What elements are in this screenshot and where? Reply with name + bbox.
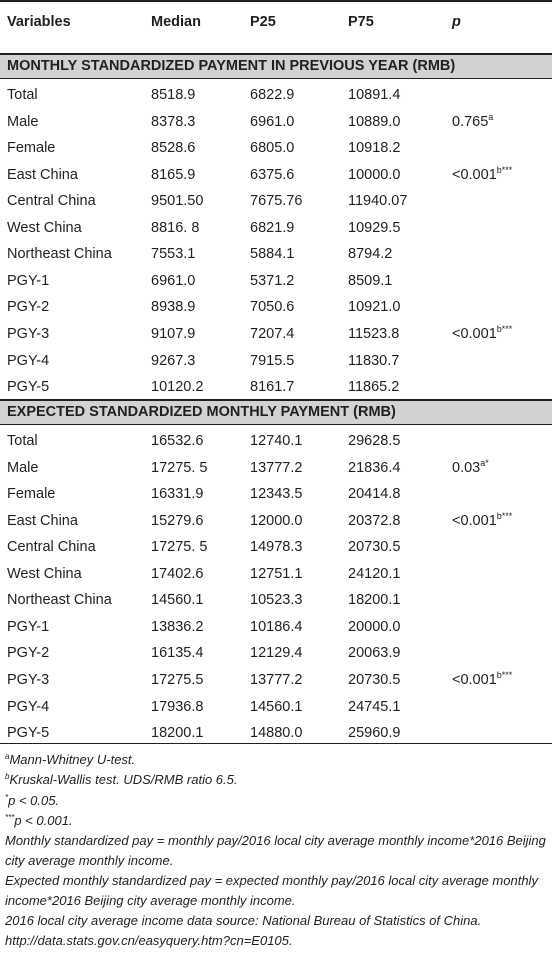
cell-p75: 20730.5: [348, 539, 401, 556]
table-row: [0, 241, 552, 267]
cell-p-value: $0.03^{a*}$: [452, 457, 489, 476]
cell-variable: PGY-2: [7, 645, 50, 662]
cell-p-value: $<0.001^{b***}$: [452, 323, 513, 342]
cell-p25: 7915.5: [250, 352, 295, 369]
cell-p75: 25960.9: [348, 725, 401, 742]
table-row: [0, 374, 552, 400]
cell-p75: 10889.0: [348, 113, 401, 130]
table-row: [0, 188, 552, 214]
footnote-text: Kruskal-Wallis test. UDS/RMB ratio 6.5.: [9, 772, 238, 787]
cell-variable: PGY-5: [7, 379, 50, 396]
cell-median: 17936.8: [151, 698, 204, 715]
cell-variable: Male: [7, 113, 39, 130]
cell-variable: West China: [7, 565, 82, 582]
cell-p25: 13777.2: [250, 671, 303, 688]
cell-median: 8816. 8: [151, 219, 200, 236]
cell-variable: Total: [7, 433, 38, 449]
p-value-superscript: b***: [496, 510, 513, 521]
table-bottom-rule: [0, 743, 552, 744]
table-row: [0, 508, 552, 534]
cell-p-value: $<0.001^{b***}$: [452, 164, 513, 183]
header-median: Median: [151, 14, 201, 30]
cell-p75: 29628.5: [348, 433, 401, 449]
cell-p75: 10921.0: [348, 299, 401, 316]
cell-p-value: $<0.001^{b***}$: [452, 669, 513, 688]
table-row: [0, 455, 552, 481]
section-header: [0, 53, 552, 79]
table-row: [0, 215, 552, 241]
table-row: [0, 694, 552, 720]
table-row: [0, 109, 552, 135]
cell-variable: Central China: [7, 539, 96, 556]
cell-median: 16532.6: [151, 433, 204, 449]
cell-median: 10120.2: [151, 379, 204, 396]
footnote-text: 2016 local city average income data source: National Bureau of Statistics of China. http://data.stats.gov.cn/easyquery.htm?cn=E0105.: [5, 913, 482, 948]
cell-p25: 12343.5: [250, 486, 303, 503]
cell-p75: 20414.8: [348, 486, 401, 503]
cell-p75: 8509.1: [348, 272, 393, 289]
cell-p25: 6822.9: [250, 87, 295, 103]
table-header-row: [0, 9, 552, 35]
cell-p75: 24120.1: [348, 565, 401, 582]
cell-variable: PGY-1: [7, 618, 50, 635]
cell-variable: Central China: [7, 193, 96, 210]
cell-variable: Total: [7, 87, 38, 103]
cell-median: 16331.9: [151, 486, 204, 503]
p-value-superscript: a*: [480, 457, 489, 468]
cell-p25: 14978.3: [250, 539, 303, 556]
cell-p25: 14880.0: [250, 725, 303, 742]
section-header: [0, 399, 552, 425]
cell-median: 8518.9: [151, 87, 196, 103]
header-variables: Variables: [7, 14, 71, 30]
cell-p75: 10929.5: [348, 219, 401, 236]
footnote: [5, 770, 553, 790]
footnote-marker: a: [5, 752, 10, 761]
cell-variable: West China: [7, 219, 82, 236]
cell-p75: 20000.0: [348, 618, 401, 635]
table-row: [0, 268, 552, 294]
table-row: [0, 587, 552, 613]
cell-median: 18200.1: [151, 725, 204, 742]
cell-variable: Male: [7, 459, 39, 476]
cell-median: 6961.0: [151, 272, 196, 289]
cell-median: 8165.9: [151, 166, 196, 183]
table-row: [0, 321, 552, 347]
footnote-text: Expected monthly standardized pay = expected monthly pay/2016 local city average monthly income*2016 Beijing city average monthly income.: [5, 873, 538, 908]
footnote: [5, 831, 553, 871]
cell-p75: 20372.8: [348, 512, 401, 529]
cell-variable: PGY-3: [7, 325, 50, 342]
table-top-rule: [0, 0, 552, 2]
cell-median: 9107.9: [151, 325, 196, 342]
header-p: p: [452, 14, 461, 30]
cell-median: 17275. 5: [151, 459, 208, 476]
footnote: [5, 811, 553, 831]
cell-p25: 10186.4: [250, 618, 303, 635]
cell-variable: PGY-2: [7, 299, 50, 316]
cell-variable: PGY-1: [7, 272, 50, 289]
p-value-superscript: b***: [496, 164, 513, 175]
footnote-marker: *: [5, 793, 9, 802]
table-row: [0, 82, 552, 108]
footnote-text: p < 0.001.: [14, 813, 73, 828]
footnote-marker: ***: [5, 813, 15, 822]
cell-p75: 18200.1: [348, 592, 401, 609]
cell-p75: 20730.5: [348, 671, 401, 688]
footnote-text: Mann-Whitney U-test.: [9, 752, 136, 767]
cell-p25: 6805.0: [250, 140, 295, 157]
cell-p25: 6961.0: [250, 113, 295, 130]
cell-median: 9501.50: [151, 193, 204, 210]
header-p75: P75: [348, 14, 374, 30]
table-row: [0, 348, 552, 374]
cell-p25: 12751.1: [250, 565, 303, 582]
section-title: MONTHLY STANDARDIZED PAYMENT IN PREVIOUS YEAR (RMB): [7, 58, 456, 74]
cell-p-value: $<0.001^{b***}$: [452, 510, 513, 529]
footnote-text: Monthly standardized pay = monthly pay/2016 local city average monthly income*2016 Beijing city average monthly income.: [5, 833, 546, 868]
cell-p25: 8161.7: [250, 379, 295, 396]
table-row: [0, 294, 552, 320]
p-value-superscript: b***: [496, 669, 513, 680]
cell-p75: 20063.9: [348, 645, 401, 662]
cell-p-value: 0.765$^a$: [452, 111, 494, 130]
table-row: [0, 640, 552, 666]
cell-median: 14560.1: [151, 592, 204, 609]
cell-variable: Northeast China: [7, 592, 112, 609]
footnote: [5, 911, 553, 951]
cell-median: 13836.2: [151, 618, 204, 635]
cell-p75: 11523.8: [348, 325, 400, 342]
cell-p75: 21836.4: [348, 459, 401, 476]
cell-median: 8528.6: [151, 140, 196, 157]
footnote: [5, 791, 553, 811]
header-p25: P25: [250, 14, 276, 30]
section-title: EXPECTED STANDARDIZED MONTHLY PAYMENT (RMB): [7, 404, 396, 420]
cell-variable: East China: [7, 166, 78, 183]
cell-median: 17275.5: [151, 671, 204, 688]
cell-p25: 12129.4: [250, 645, 303, 662]
cell-median: 8378.3: [151, 113, 196, 130]
cell-p25: 7675.76: [250, 193, 303, 210]
cell-p25: 6821.9: [250, 219, 295, 236]
footnote-marker: b: [5, 772, 10, 781]
cell-p25: 10523.3: [250, 592, 303, 609]
cell-p75: 10918.2: [348, 140, 401, 157]
cell-variable: PGY-4: [7, 352, 50, 369]
cell-variable: East China: [7, 512, 78, 529]
cell-median: 17275. 5: [151, 539, 208, 556]
footnote: [5, 871, 553, 911]
cell-p25: 13777.2: [250, 459, 303, 476]
cell-p75: 11940.07: [348, 193, 408, 210]
cell-median: 15279.6: [151, 512, 204, 529]
cell-p25: 7207.4: [250, 325, 295, 342]
cell-variable: PGY-4: [7, 698, 50, 715]
table-row: [0, 481, 552, 507]
table-row: [0, 561, 552, 587]
cell-variable: Female: [7, 140, 56, 157]
cell-p25: 5371.2: [250, 272, 295, 289]
cell-p25: 6375.6: [250, 166, 295, 183]
cell-p75: 10000.0: [348, 166, 401, 183]
cell-p75: 10891.4: [348, 87, 401, 103]
table-row: [0, 667, 552, 693]
cell-p75: 11830.7: [348, 352, 400, 369]
footnote-text: p < 0.05.: [8, 793, 60, 808]
cell-p25: 14560.1: [250, 698, 303, 715]
cell-median: 8938.9: [151, 299, 196, 316]
p-value-superscript: b***: [496, 323, 513, 334]
table-row: [0, 428, 552, 454]
footnote: [5, 750, 553, 770]
cell-variable: Female: [7, 486, 56, 503]
cell-median: 17402.6: [151, 565, 204, 582]
cell-median: 16135.4: [151, 645, 204, 662]
table-row: [0, 534, 552, 560]
cell-variable: PGY-3: [7, 671, 50, 688]
table-row: [0, 135, 552, 161]
cell-p75: 8794.2: [348, 246, 393, 263]
cell-median: 9267.3: [151, 352, 196, 369]
cell-p75: 11865.2: [348, 379, 400, 396]
cell-p25: 12740.1: [250, 433, 303, 449]
cell-p25: 12000.0: [250, 512, 303, 529]
cell-p25: 7050.6: [250, 299, 295, 316]
p-value-superscript: a: [488, 111, 494, 122]
table-row: [0, 162, 552, 188]
cell-p25: 5884.1: [250, 246, 295, 263]
cell-median: 7553.1: [151, 246, 196, 263]
cell-p75: 24745.1: [348, 698, 401, 715]
cell-variable: PGY-5: [7, 725, 50, 742]
cell-variable: Northeast China: [7, 246, 112, 263]
table-row: [0, 614, 552, 640]
